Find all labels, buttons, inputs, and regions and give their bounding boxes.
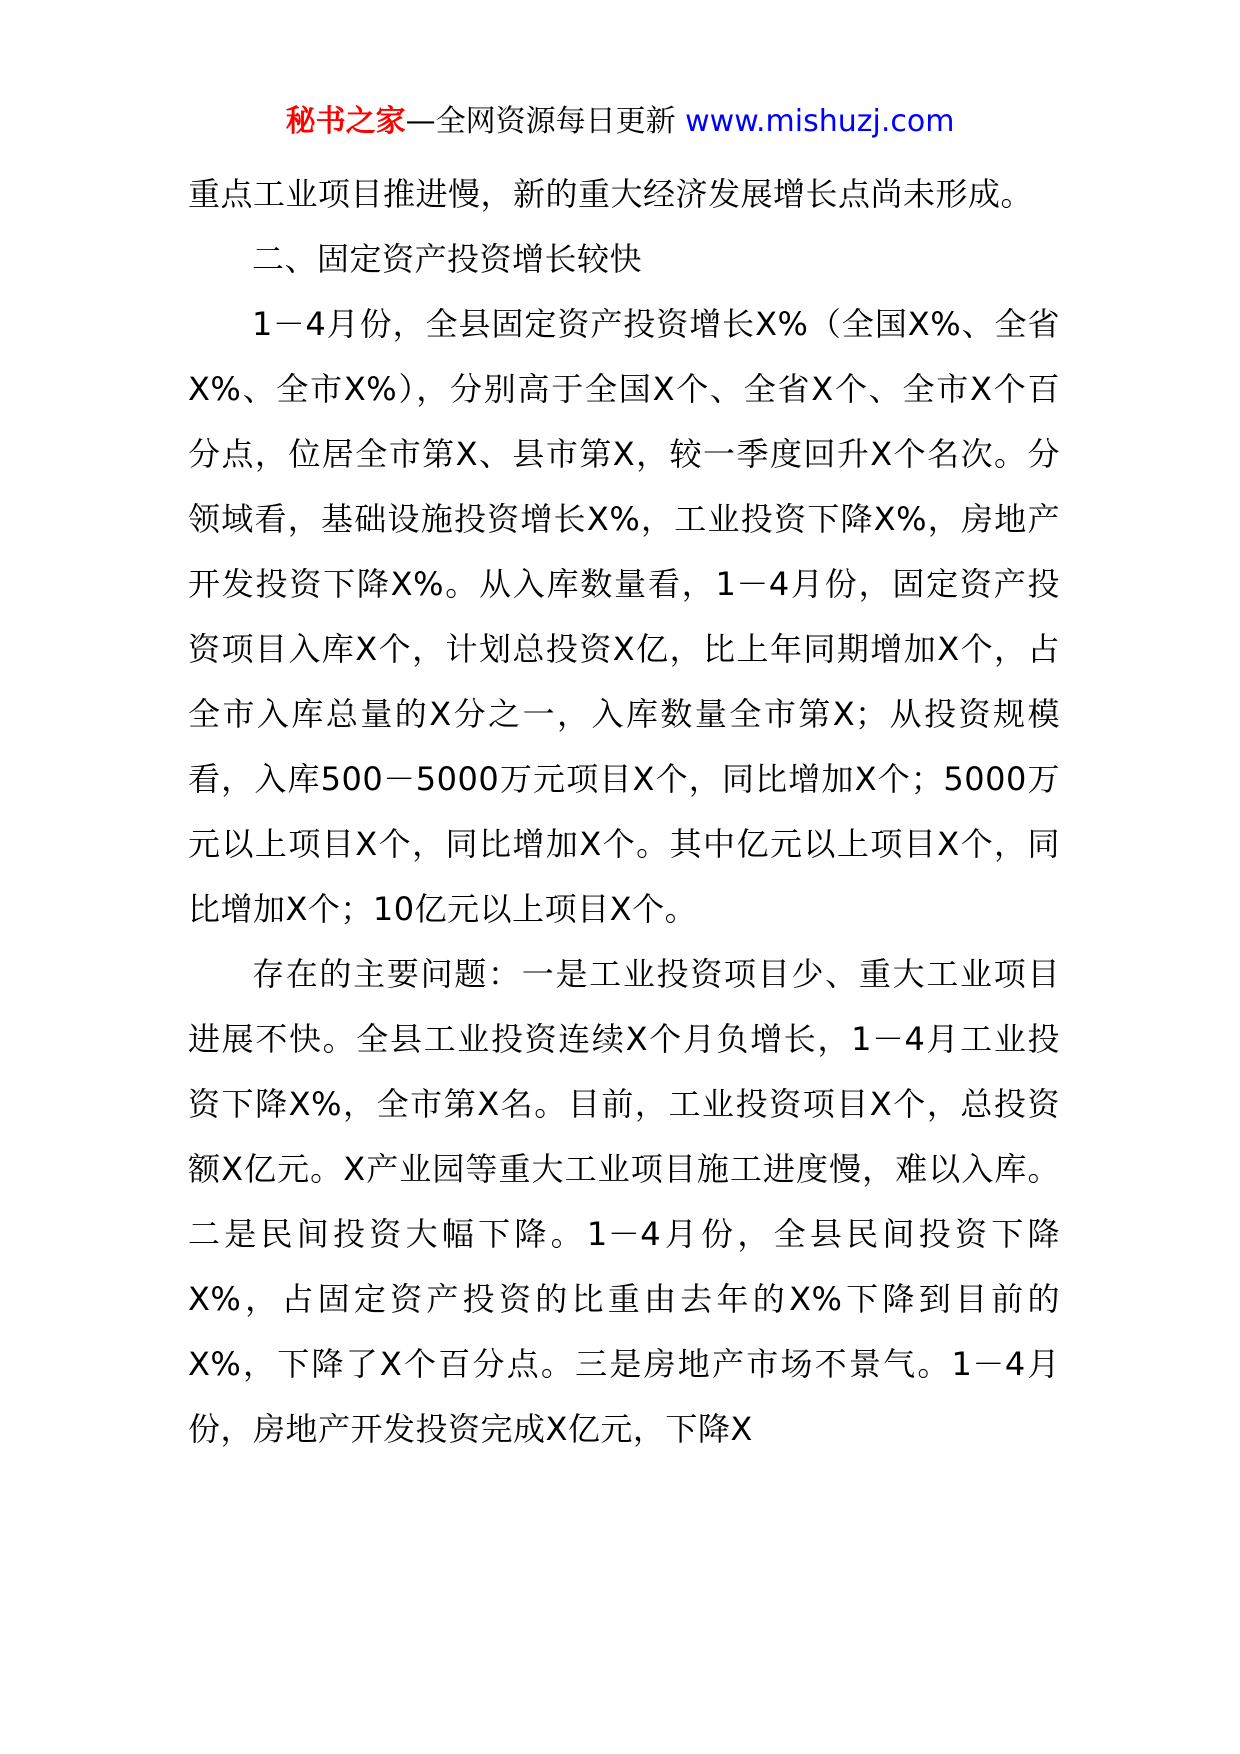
document-body [188,162,1060,1462]
section-heading: 二、固定资产投资增长较快 [252,240,643,278]
paragraph-main-problems: 存在的主要问题：一是工业投资项目少、重大工业项目进展不快。全县工业投资连续X个月负增长，1－4月工业投资下降X%，全市第X名。目前，工业投资项目X个，总投资额X亿元。X产业园等重大工业项目施工进度慢，难以入库。二是民间投资大幅下降。1－4月份，全县民间投资下降X%，占固定资产投资的比重由去年的X%下降到目前的X%，下降了X个百分点。三是房地产市场不景气。1－4月份，房地产开发投资完成X亿元，下降X [188,955,1060,1448]
paragraph-continuation: 重点工业项目推进慢，新的重大经济发展增长点尚未形成。 [188,175,1034,213]
page-header [0,102,1240,142]
site-url-link[interactable]: www.mishuzj.com [685,104,955,139]
brand-name: 秘书之家 [285,104,406,139]
paragraph-investment-growth: 1－4月份，全县固定资产投资增长X%（全国X%、全省X%、全市X%），分别高于全国X个、全省X个、全市X个百分点，位居全市第X、县市第X，较一季度回升X个名次。分领域看，基础设施投资增长X%，工业投资下降X%，房地产开发投资下降X%。从入库数量看，1－4月份，固定资产投资项目入库X个，计划总投资X亿，比上年同期增加X个，占全市入库总量的X分之一，入库数量全市第X；从投资规模看，入库500－5000万元项目X个，同比增加X个；5000万元以上项目X个，同比增加X个。其中亿元以上项目X个，同比增加X个；10亿元以上项目X个。 [188,305,1060,928]
header-tagline: —全网资源每日更新 [405,104,676,139]
